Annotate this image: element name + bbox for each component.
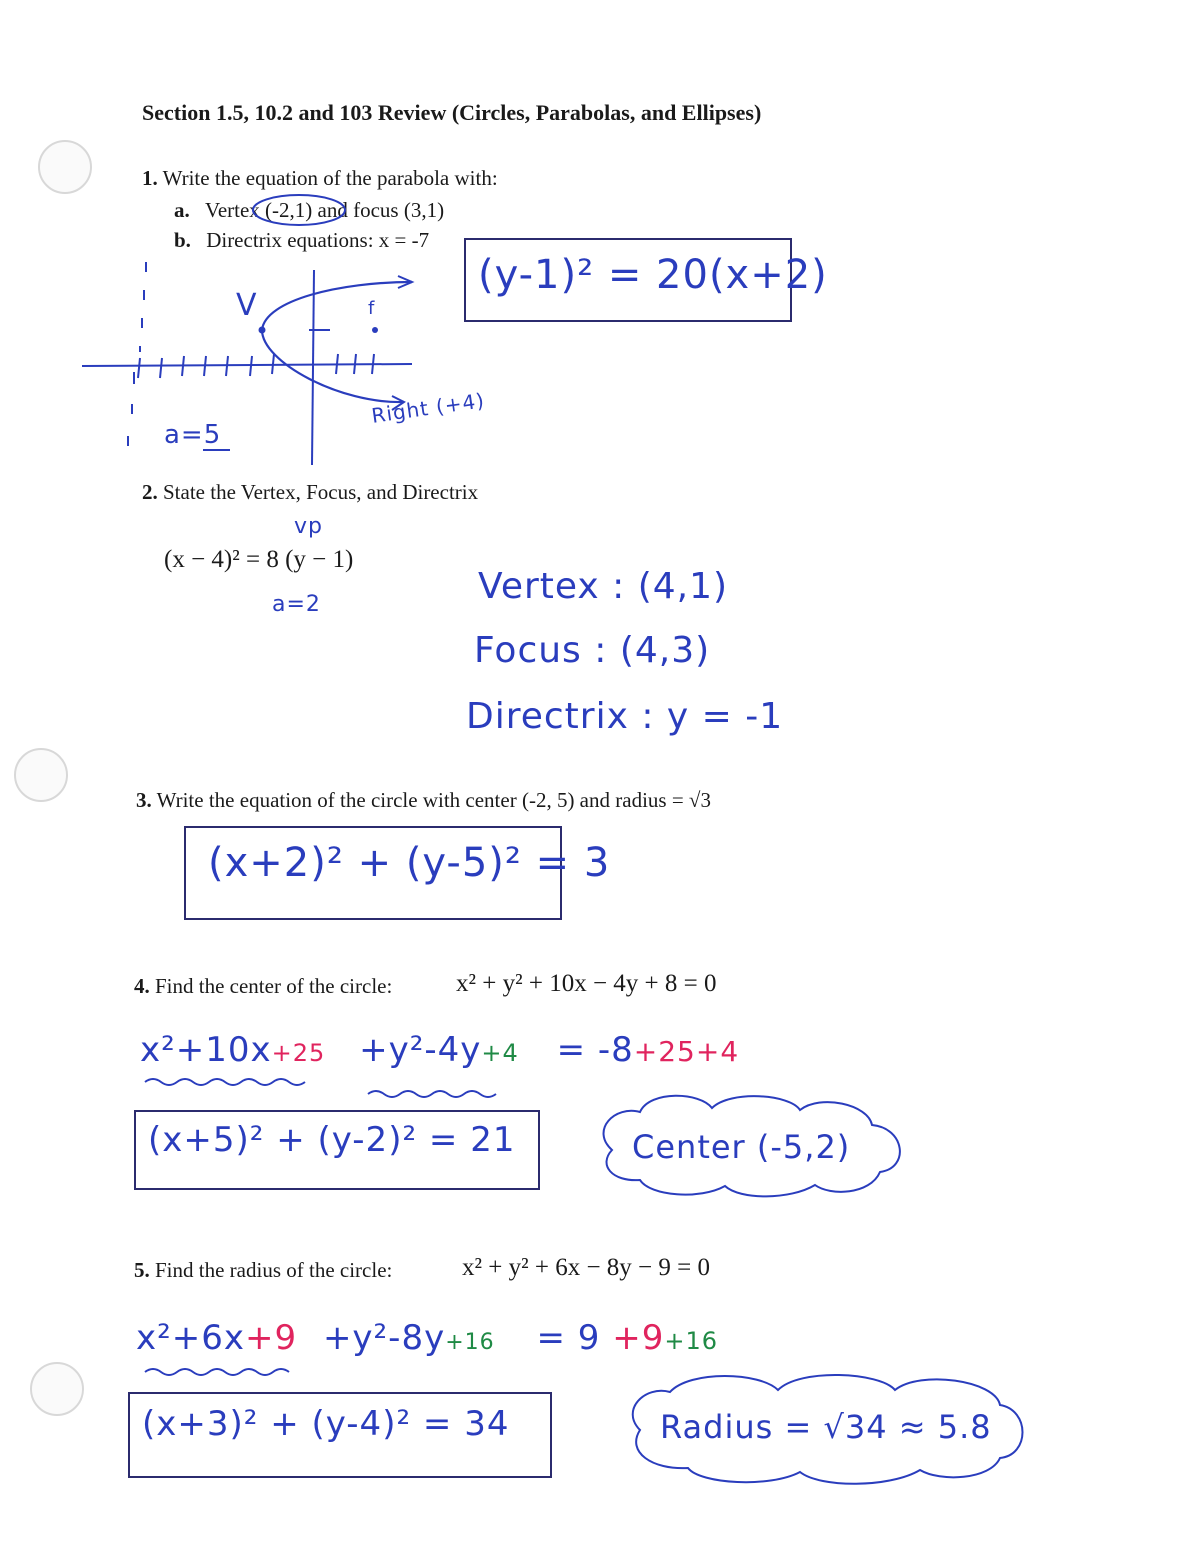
q2-directrix-answer: Directrix : y = -1 — [466, 696, 784, 737]
q5-prompt — [134, 1258, 392, 1283]
q5-answer: (x+3)² + (y-4)² = 34 — [142, 1404, 510, 1444]
q2-vertex-answer: Vertex : (4,1) — [478, 566, 729, 607]
q5-work-x-add: +9 — [245, 1318, 298, 1358]
q5-work-y: +y²-8y — [322, 1318, 446, 1358]
q4-work-rhs: = -8 — [556, 1030, 634, 1070]
q1-a-label: a. — [174, 198, 190, 222]
q5-work-x: x²+6x — [136, 1318, 245, 1358]
q4-work-x-add: +25 — [271, 1039, 326, 1067]
page-title: Section 1.5, 10.2 and 103 Review (Circles, Parabolas, and Ellipses) — [142, 100, 762, 125]
q1-number: 1. — [142, 166, 158, 190]
q5-work — [136, 1318, 718, 1358]
q4-work-x: x²+10x — [140, 1030, 272, 1070]
q2-equation: (x − 4)² = 8 (y − 1) — [164, 546, 354, 573]
q3-answer: (x+2)² + (y-5)² = 3 — [208, 840, 611, 886]
q4-equation: x² + y² + 10x − 4y + 8 = 0 — [456, 970, 717, 997]
q2-text: State the Vertex, Focus, and Directrix — [163, 480, 479, 504]
q4-text: Find the center of the circle: — [155, 974, 393, 998]
q3-radius: √3 — [688, 788, 711, 812]
q4-number: 4. — [134, 974, 150, 998]
q4-center-answer: Center (-5,2) — [632, 1128, 851, 1166]
q5-work-rhs-add1: +9 — [612, 1318, 665, 1358]
q2-note-vp: vp — [294, 514, 323, 539]
q1-a-text: Vertex (-2,1) and focus (3,1) — [205, 198, 445, 222]
q5-number: 5. — [134, 1258, 150, 1282]
q5-text: Find the radius of the circle: — [155, 1258, 393, 1282]
sketch-focus-label: f — [368, 298, 376, 319]
q1-b-label: b. — [174, 228, 191, 252]
q2-note-a: a=2 — [272, 592, 321, 617]
q3-text: Write the equation of the circle with center (-2, 5) and radius = — [156, 788, 684, 812]
sketch-vertex-label: V — [236, 288, 258, 323]
sketch-a-label: a=5 — [164, 420, 222, 450]
q5-radius-answer: Radius = √34 ≈ 5.8 — [660, 1408, 992, 1446]
q4-work-y: +y²-4y — [359, 1030, 482, 1070]
q5-work-rhs: = 9 — [536, 1318, 601, 1358]
q4-work-y-add: +4 — [481, 1039, 519, 1067]
sketch-note: Right (+4) — [370, 388, 487, 428]
q3-number: 3. — [136, 788, 152, 812]
q2-number: 2. — [142, 480, 158, 504]
q5-work-rhs-add2: +16 — [664, 1327, 718, 1355]
q1-answer: (y-1)² = 20(x+2) — [478, 252, 828, 298]
q4-answer: (x+5)² + (y-2)² = 21 — [148, 1120, 516, 1160]
q1-b-text: Directrix equations: x = -7 — [206, 228, 430, 252]
q4-work-rhs-add: +25+4 — [633, 1035, 740, 1068]
q2-focus-answer: Focus : (4,3) — [474, 630, 711, 671]
q1-text: Write the equation of the parabola with: — [162, 166, 498, 190]
q5-equation: x² + y² + 6x − 8y − 9 = 0 — [462, 1254, 710, 1281]
q5-work-y-add: +16 — [445, 1330, 495, 1355]
